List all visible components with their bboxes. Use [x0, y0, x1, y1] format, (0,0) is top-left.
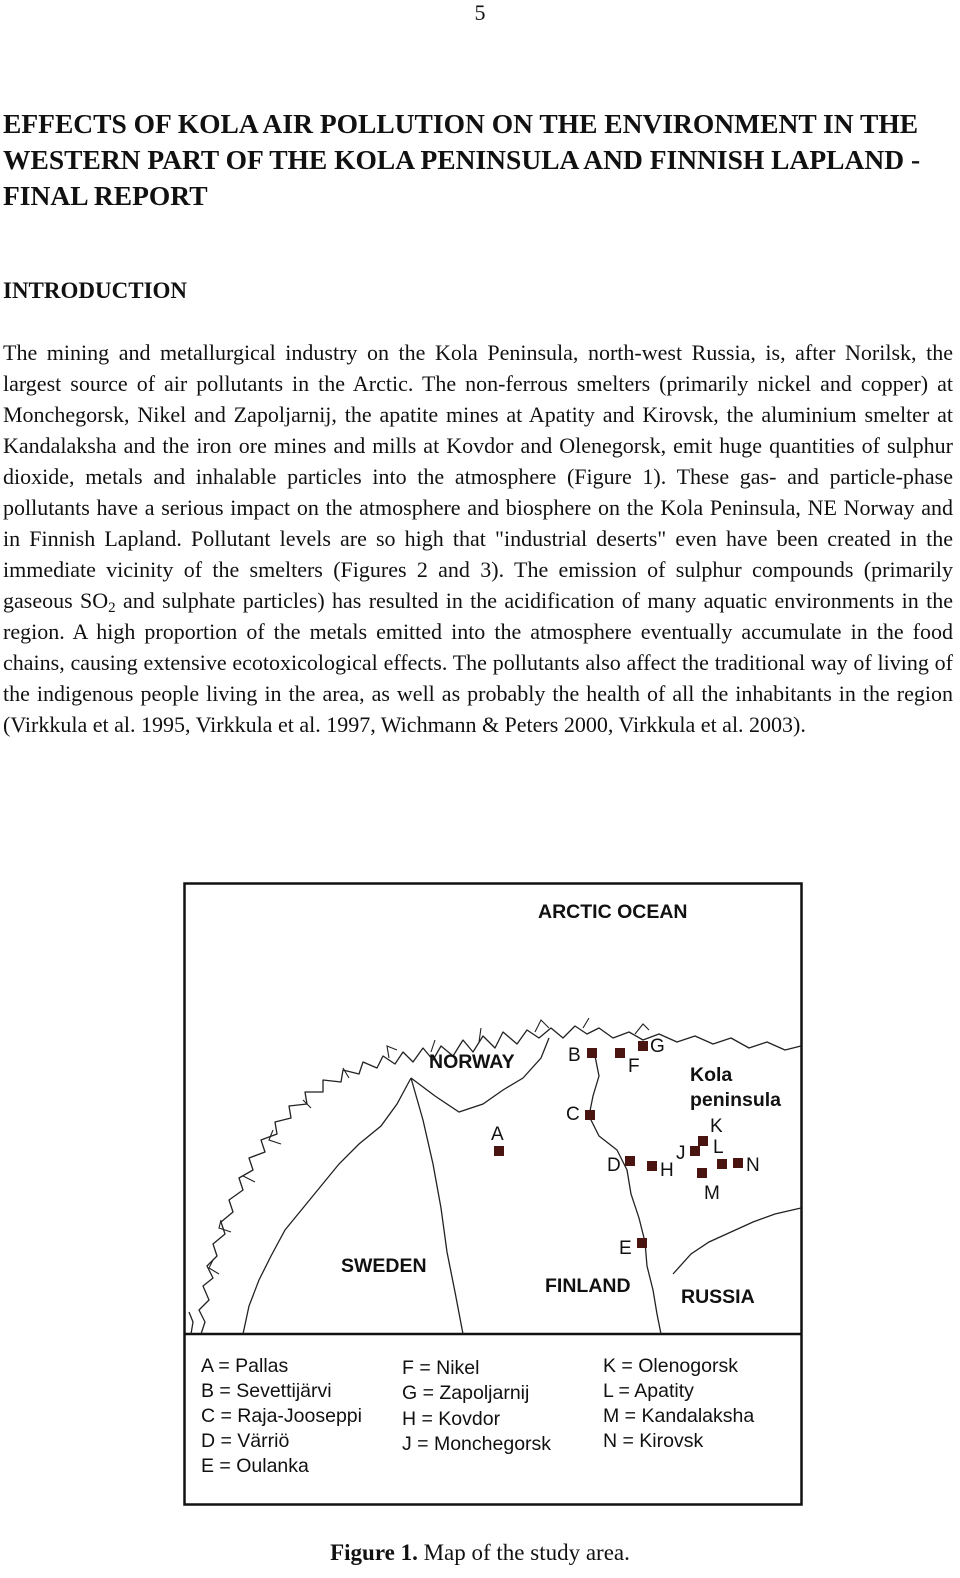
site-b-marker [587, 1048, 597, 1058]
site-h-letter: H [660, 1160, 674, 1181]
intro-text-part2: and sulphate particles) has resulted in the acidification of many aquatic environments in the region. A high proportion of the metals emitted into the atmosphere eventually accumulate in the food chains, causing extensive ecotoxicological effects. The pollutants also affect the traditional way of living of the indigenous people living in the area, as well as probably the health of all the inhabitants in the region (Virkkula et al. 1995, Virkkula et al. 1997, Wichmann & Peters 2000, Virkkula et al. 2003). [3, 588, 953, 737]
site-l-letter: L [713, 1137, 724, 1158]
legend-item: G = Zapoljarnij [402, 1382, 530, 1404]
introduction-paragraph [3, 337, 953, 740]
legend-item: J = Monchegorsk [402, 1433, 552, 1455]
study-area-map [183, 882, 803, 1506]
site-m-letter: M [704, 1183, 720, 1204]
site-m-marker [697, 1168, 707, 1178]
figure-caption-text: Map of the study area. [417, 1540, 630, 1565]
figure-caption-label: Figure 1. [330, 1540, 418, 1565]
legend-item: E = Oulanka [201, 1455, 309, 1477]
norway-label: NORWAY [429, 1051, 515, 1073]
site-f-marker [615, 1048, 625, 1058]
site-l-marker [717, 1159, 727, 1169]
so2-subscript: 2 [108, 600, 116, 616]
legend-item: A = Pallas [201, 1355, 289, 1377]
legend-item: B = Sevettijärvi [201, 1380, 332, 1402]
site-c-letter: C [566, 1104, 580, 1125]
site-b-letter: B [568, 1045, 581, 1066]
report-title: EFFECTS OF KOLA AIR POLLUTION ON THE ENVIRONMENT IN THE WESTERN PART OF THE KOLA PENINSULA AND FINNISH LAPLAND - FINAL REPORT [3, 108, 921, 211]
kola-label-line1: Kola [690, 1064, 733, 1086]
site-n-letter: N [746, 1155, 760, 1176]
legend-item: C = Raja-Jooseppi [201, 1405, 362, 1427]
site-d-marker [625, 1156, 635, 1166]
legend-item: D = Värriö [201, 1430, 290, 1452]
site-g-marker [638, 1041, 648, 1051]
site-f-letter: F [628, 1056, 640, 1077]
finland-label: FINLAND [545, 1275, 631, 1297]
arctic-ocean-label: ARCTIC OCEAN [538, 901, 688, 923]
site-c-marker [585, 1110, 595, 1120]
legend-item: M = Kandalaksha [603, 1405, 755, 1427]
russia-label: RUSSIA [681, 1286, 755, 1308]
section-heading: INTRODUCTION [3, 278, 188, 303]
site-j-marker [690, 1146, 700, 1156]
site-k-marker [698, 1136, 708, 1146]
legend-item: H = Kovdor [402, 1408, 501, 1430]
legend-item: N = Kirovsk [603, 1430, 704, 1452]
site-d-letter: D [607, 1155, 621, 1176]
site-j-letter: J [676, 1143, 686, 1164]
intro-text-part1: The mining and metallurgical industry on the Kola Peninsula, north-west Russia, is, after Norilsk, the largest source of air pollutants in the Arctic. The non-ferrous smelters (primarily nickel and copper) at Monchegorsk, Nikel and Zapoljarnij, the apatite mines at Apatity and Kirovsk, the aluminium smelter at Kandalaksha and the iron ore mines and mills at Kovdor and Olenegorsk, emit huge quantities of sulphur dioxide, metals and inhalable particles into the atmosphere (Figure 1). These gas- and particle-phase pollutants have a serious impact on the atmosphere and biosphere on the Kola Peninsula, NE Norway and in Finnish Lapland. Pollutant levels are so high that "industrial deserts" even have been created in the immediate vicinity of the smelters (Figures 2 and 3). The emission of sulphur compounds (primarily gaseous SO [3, 340, 953, 613]
kola-label-line2: peninsula [690, 1089, 782, 1111]
sweden-label: SWEDEN [341, 1255, 427, 1277]
site-a-letter: A [491, 1124, 504, 1145]
study-area-figure [183, 882, 803, 1506]
legend-item: K = Olenogorsk [603, 1355, 738, 1377]
site-g-letter: G [650, 1036, 665, 1057]
site-n-marker [733, 1158, 743, 1168]
page-number: 5 [474, 0, 486, 25]
site-e-letter: E [619, 1238, 632, 1259]
legend-item: F = Nikel [402, 1357, 480, 1379]
site-e-marker [637, 1238, 647, 1248]
figure-caption [0, 1538, 960, 1568]
site-k-letter: K [710, 1116, 723, 1137]
site-a-marker [494, 1146, 504, 1156]
legend-item: L = Apatity [603, 1380, 694, 1402]
site-h-marker [647, 1161, 657, 1171]
